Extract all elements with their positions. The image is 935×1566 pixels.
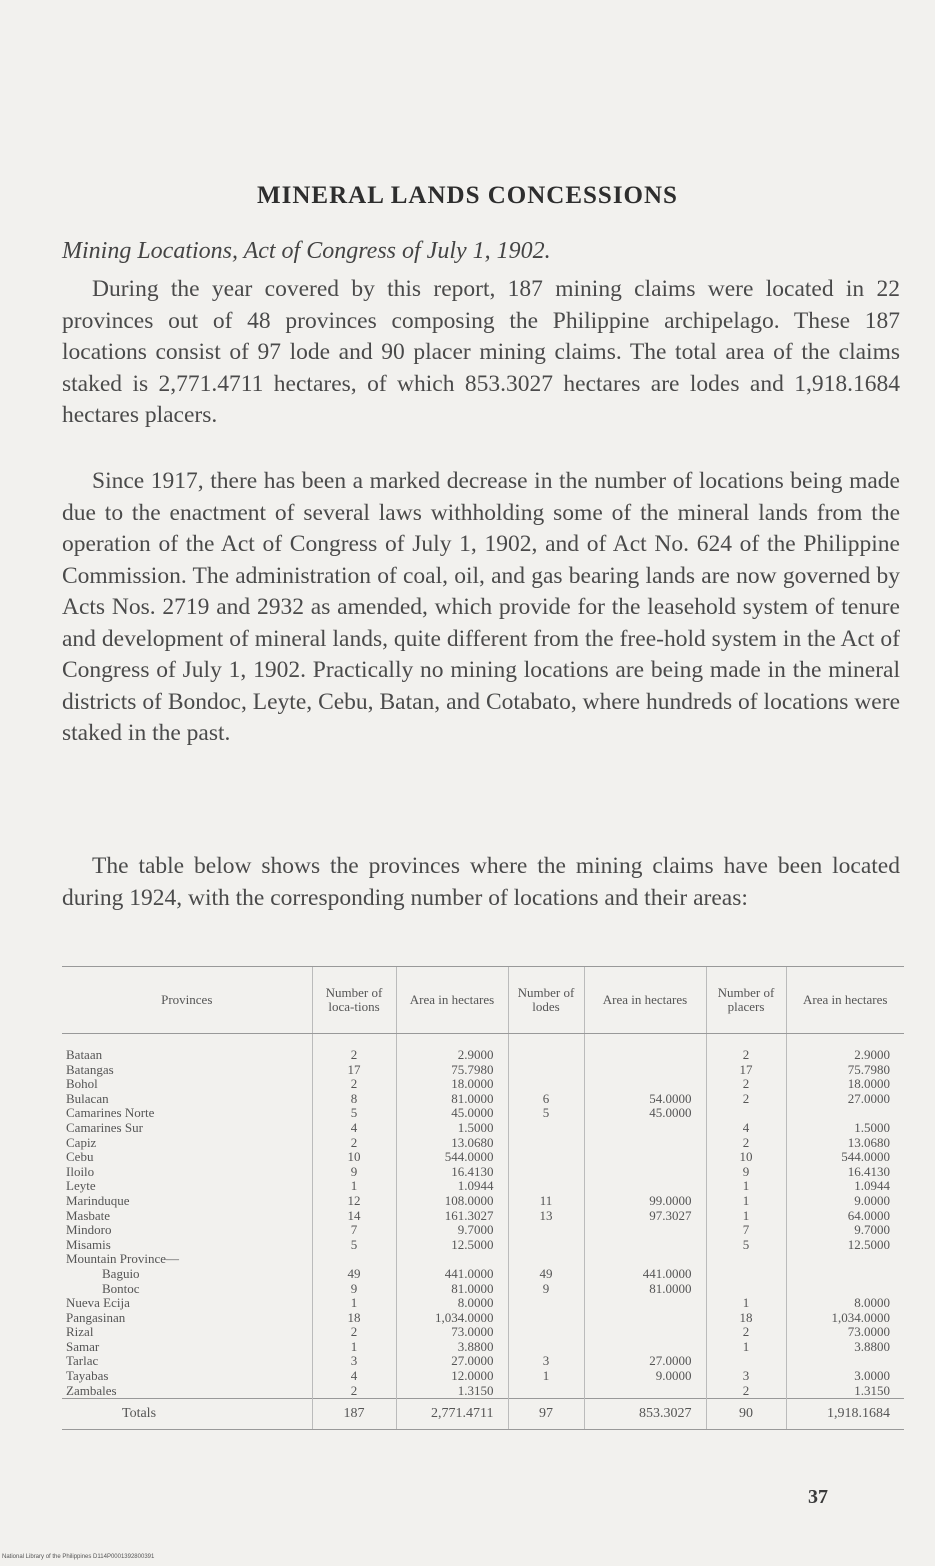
province-name: Zambales bbox=[66, 1383, 117, 1398]
province-name: Mindoro bbox=[66, 1223, 112, 1238]
totals-lode-area: 853.3027 bbox=[584, 1399, 706, 1430]
placers-cell bbox=[706, 1354, 786, 1369]
province-name: Bataan bbox=[66, 1047, 103, 1062]
area-cell: 81.0000 bbox=[396, 1282, 508, 1297]
placers-cell: 2 bbox=[706, 1077, 786, 1092]
placers-cell: 1 bbox=[706, 1340, 786, 1355]
lode-area-cell bbox=[584, 1223, 706, 1238]
locations-cell: 2 bbox=[312, 1384, 396, 1399]
column-header-area: Area in hectares bbox=[396, 967, 508, 1034]
table-row bbox=[62, 1136, 904, 1151]
table-row bbox=[62, 1325, 904, 1340]
province-name: Leyte bbox=[66, 1179, 96, 1194]
locations-cell bbox=[312, 1252, 396, 1267]
table-body bbox=[62, 1034, 904, 1399]
province-name: Tayabas bbox=[66, 1369, 109, 1384]
lodes-cell: 5 bbox=[508, 1106, 584, 1121]
placer-area-cell bbox=[786, 1267, 904, 1282]
placers-cell: 2 bbox=[706, 1136, 786, 1151]
province-name: Iloilo bbox=[66, 1164, 95, 1179]
table-row bbox=[62, 1077, 904, 1092]
lode-area-cell bbox=[584, 1150, 706, 1165]
lodes-cell bbox=[508, 1179, 584, 1194]
table-row bbox=[62, 1179, 904, 1194]
totals-placers: 90 bbox=[706, 1399, 786, 1430]
placers-cell: 9 bbox=[706, 1165, 786, 1180]
province-name: Marinduque bbox=[66, 1193, 130, 1208]
totals-row bbox=[62, 1399, 904, 1430]
province-name: Camarines Sur bbox=[66, 1120, 143, 1135]
placer-area-cell: 1.5000 bbox=[786, 1121, 904, 1136]
area-cell: 3.8800 bbox=[396, 1340, 508, 1355]
column-header-lodes: Number of lodes bbox=[508, 967, 584, 1034]
area-cell: 1.0944 bbox=[396, 1179, 508, 1194]
placer-area-cell: 73.0000 bbox=[786, 1325, 904, 1340]
lode-area-cell bbox=[584, 1296, 706, 1311]
lodes-cell bbox=[508, 1384, 584, 1399]
locations-cell: 1 bbox=[312, 1340, 396, 1355]
placers-cell bbox=[706, 1252, 786, 1267]
locations-cell: 9 bbox=[312, 1282, 396, 1297]
placer-area-cell: 13.0680 bbox=[786, 1136, 904, 1151]
lodes-cell bbox=[508, 1034, 584, 1063]
area-cell: 544.0000 bbox=[396, 1150, 508, 1165]
lode-area-cell bbox=[584, 1384, 706, 1399]
area-cell: 81.0000 bbox=[396, 1092, 508, 1107]
area-cell: 8.0000 bbox=[396, 1296, 508, 1311]
totals-lodes: 97 bbox=[508, 1399, 584, 1430]
table-row bbox=[62, 1209, 904, 1224]
lode-area-cell bbox=[584, 1311, 706, 1326]
table-row bbox=[62, 1267, 904, 1282]
placer-area-cell: 64.0000 bbox=[786, 1209, 904, 1224]
lodes-cell bbox=[508, 1223, 584, 1238]
placer-area-cell bbox=[786, 1252, 904, 1267]
province-name: Misamis bbox=[66, 1237, 111, 1252]
lodes-cell: 1 bbox=[508, 1369, 584, 1384]
lodes-cell bbox=[508, 1311, 584, 1326]
placers-cell: 1 bbox=[706, 1296, 786, 1311]
locations-cell: 5 bbox=[312, 1238, 396, 1253]
lode-area-cell: 27.0000 bbox=[584, 1354, 706, 1369]
province-name: Capiz bbox=[66, 1135, 97, 1150]
province-name: Pangasinan bbox=[66, 1310, 126, 1325]
page-title: MINERAL LANDS CONCESSIONS bbox=[257, 182, 678, 209]
table-row bbox=[62, 1034, 904, 1063]
totals-locations: 187 bbox=[312, 1399, 396, 1430]
locations-cell: 2 bbox=[312, 1136, 396, 1151]
locations-cell: 1 bbox=[312, 1296, 396, 1311]
table-row bbox=[62, 1106, 904, 1121]
placer-area-cell: 3.0000 bbox=[786, 1369, 904, 1384]
mining-claims-table bbox=[62, 966, 904, 1430]
table-row bbox=[62, 1238, 904, 1253]
lode-area-cell bbox=[584, 1121, 706, 1136]
area-cell: 108.0000 bbox=[396, 1194, 508, 1209]
lodes-cell: 11 bbox=[508, 1194, 584, 1209]
placers-cell: 2 bbox=[706, 1034, 786, 1063]
lodes-cell bbox=[508, 1121, 584, 1136]
area-cell: 12.5000 bbox=[396, 1238, 508, 1253]
area-cell: 2.9000 bbox=[396, 1034, 508, 1063]
area-cell: 12.0000 bbox=[396, 1369, 508, 1384]
lode-area-cell: 45.0000 bbox=[584, 1106, 706, 1121]
lodes-cell: 13 bbox=[508, 1209, 584, 1224]
section-subtitle: Mining Locations, Act of Congress of July 1, 1902. bbox=[62, 238, 551, 264]
locations-cell: 10 bbox=[312, 1150, 396, 1165]
paragraph-3-text: The table below shows the provinces where the mining claims have been located during 1924, with the corresponding number of locations and their areas: bbox=[62, 853, 900, 911]
placer-area-cell: 75.7980 bbox=[786, 1063, 904, 1078]
lodes-cell bbox=[508, 1077, 584, 1092]
area-cell bbox=[396, 1252, 508, 1267]
table-row bbox=[62, 1296, 904, 1311]
table-row bbox=[62, 1384, 904, 1399]
lodes-cell bbox=[508, 1063, 584, 1078]
column-header-placers: Number of placers bbox=[706, 967, 786, 1034]
placers-cell bbox=[706, 1106, 786, 1121]
table-row bbox=[62, 1354, 904, 1369]
lode-area-cell bbox=[584, 1136, 706, 1151]
lode-area-cell: 81.0000 bbox=[584, 1282, 706, 1297]
lodes-cell: 6 bbox=[508, 1092, 584, 1107]
placer-area-cell: 544.0000 bbox=[786, 1150, 904, 1165]
lode-area-cell bbox=[584, 1252, 706, 1267]
paragraph-2 bbox=[62, 466, 900, 750]
footer-credit: National Library of the Philippines D114P0001392800391 bbox=[2, 1554, 155, 1560]
placer-area-cell: 9.7000 bbox=[786, 1223, 904, 1238]
lodes-cell bbox=[508, 1136, 584, 1151]
province-name: Masbate bbox=[66, 1208, 111, 1223]
table-row bbox=[62, 1311, 904, 1326]
placers-cell: 1 bbox=[706, 1194, 786, 1209]
area-cell: 45.0000 bbox=[396, 1106, 508, 1121]
placer-area-cell: 1.3150 bbox=[786, 1384, 904, 1399]
province-name: Baguio bbox=[102, 1266, 140, 1281]
locations-cell: 3 bbox=[312, 1354, 396, 1369]
placers-cell: 7 bbox=[706, 1223, 786, 1238]
table-row bbox=[62, 1282, 904, 1297]
area-cell: 73.0000 bbox=[396, 1325, 508, 1340]
locations-cell: 5 bbox=[312, 1106, 396, 1121]
area-cell: 9.7000 bbox=[396, 1223, 508, 1238]
placer-area-cell: 8.0000 bbox=[786, 1296, 904, 1311]
lode-area-cell bbox=[584, 1179, 706, 1194]
locations-cell: 2 bbox=[312, 1034, 396, 1063]
placers-cell: 4 bbox=[706, 1121, 786, 1136]
area-cell: 13.0680 bbox=[396, 1136, 508, 1151]
placer-area-cell bbox=[786, 1106, 904, 1121]
paragraph-1 bbox=[62, 274, 900, 432]
locations-cell: 18 bbox=[312, 1311, 396, 1326]
table-row bbox=[62, 1194, 904, 1209]
area-cell: 161.3027 bbox=[396, 1209, 508, 1224]
placers-cell: 1 bbox=[706, 1179, 786, 1194]
province-name: Tarlac bbox=[66, 1354, 99, 1369]
locations-cell: 4 bbox=[312, 1369, 396, 1384]
locations-cell: 7 bbox=[312, 1223, 396, 1238]
table-row bbox=[62, 1092, 904, 1107]
placer-area-cell: 2.9000 bbox=[786, 1034, 904, 1063]
province-name: Batangas bbox=[66, 1062, 114, 1077]
lode-area-cell bbox=[584, 1325, 706, 1340]
column-header-lode-area: Area in hectares bbox=[584, 967, 706, 1034]
page-number: 37 bbox=[808, 1486, 828, 1508]
area-cell: 16.4130 bbox=[396, 1165, 508, 1180]
placers-cell bbox=[706, 1282, 786, 1297]
area-cell: 27.0000 bbox=[396, 1354, 508, 1369]
province-name: Camarines Norte bbox=[66, 1106, 155, 1121]
table-row bbox=[62, 1121, 904, 1136]
placers-cell: 3 bbox=[706, 1369, 786, 1384]
table-row bbox=[62, 1165, 904, 1180]
lode-area-cell bbox=[584, 1063, 706, 1078]
lode-area-cell bbox=[584, 1165, 706, 1180]
area-cell: 18.0000 bbox=[396, 1077, 508, 1092]
lode-area-cell: 99.0000 bbox=[584, 1194, 706, 1209]
lodes-cell bbox=[508, 1340, 584, 1355]
lode-area-cell: 441.0000 bbox=[584, 1267, 706, 1282]
locations-cell: 9 bbox=[312, 1165, 396, 1180]
table-group-row bbox=[62, 1252, 904, 1267]
table-header-row bbox=[62, 967, 904, 1034]
lode-area-cell bbox=[584, 1034, 706, 1063]
lodes-cell: 49 bbox=[508, 1267, 584, 1282]
placer-area-cell: 27.0000 bbox=[786, 1092, 904, 1107]
lodes-cell bbox=[508, 1325, 584, 1340]
locations-cell: 17 bbox=[312, 1063, 396, 1078]
lodes-cell bbox=[508, 1238, 584, 1253]
column-header-provinces: Provinces bbox=[62, 967, 312, 1034]
placer-area-cell: 1.0944 bbox=[786, 1179, 904, 1194]
table-row bbox=[62, 1150, 904, 1165]
locations-cell: 4 bbox=[312, 1121, 396, 1136]
lodes-cell bbox=[508, 1296, 584, 1311]
area-cell: 75.7980 bbox=[396, 1063, 508, 1078]
column-header-placer-area: Area in hectares bbox=[786, 967, 904, 1034]
lodes-cell bbox=[508, 1165, 584, 1180]
lode-area-cell: 97.3027 bbox=[584, 1209, 706, 1224]
placers-cell: 5 bbox=[706, 1238, 786, 1253]
lodes-cell: 3 bbox=[508, 1354, 584, 1369]
paragraph-1-text: During the year covered by this report, 187 mining claims were located in 22 provinces out of 48 provinces composing the Philippine archipelago. These 187 locations consist of 97 lode and 90 placer mining claims. The total area of the claims staked is 2,771.4711 hectares, of which 853.3027 hectares are lodes and 1,918.1684 hectares placers. bbox=[62, 276, 900, 428]
table-row bbox=[62, 1340, 904, 1355]
paragraph-2-text: Since 1917, there has been a marked decrease in the number of locations being made due to the enactment of several laws withholding some of the mineral lands from the operation of the Act of Congress of July 1, 1902, and of Act No. 624 of the Philippine Commission. The administration of coal, oil, and gas bearing lands are now governed by Acts Nos. 2719 and 2932 as amended, which provide for the leasehold system of tenure and development of mineral lands, quite different from the free-hold system in the Act of Congress of July 1, 1902. Practically no mining locations are being made in the mineral districts of Bondoc, Leyte, Cebu, Batan, and Cotabato, where hundreds of locations were staked in the past. bbox=[62, 468, 900, 746]
table-row bbox=[62, 1369, 904, 1384]
area-cell: 1.3150 bbox=[396, 1384, 508, 1399]
placer-area-cell: 16.4130 bbox=[786, 1165, 904, 1180]
locations-cell: 8 bbox=[312, 1092, 396, 1107]
placer-area-cell: 3.8800 bbox=[786, 1340, 904, 1355]
placer-area-cell: 18.0000 bbox=[786, 1077, 904, 1092]
locations-cell: 2 bbox=[312, 1077, 396, 1092]
placer-area-cell bbox=[786, 1282, 904, 1297]
province-name: Bulacan bbox=[66, 1091, 109, 1106]
placers-cell: 2 bbox=[706, 1384, 786, 1399]
placers-cell bbox=[706, 1267, 786, 1282]
totals-label: Totals bbox=[62, 1399, 312, 1430]
column-header-locations: Number of loca-tions bbox=[312, 967, 396, 1034]
placers-cell: 2 bbox=[706, 1325, 786, 1340]
placer-area-cell: 9.0000 bbox=[786, 1194, 904, 1209]
lodes-cell bbox=[508, 1252, 584, 1267]
province-name: Cebu bbox=[66, 1150, 94, 1165]
table-row bbox=[62, 1063, 904, 1078]
lode-area-cell: 9.0000 bbox=[584, 1369, 706, 1384]
province-name: Bohol bbox=[66, 1077, 98, 1092]
table-row bbox=[62, 1223, 904, 1238]
area-cell: 441.0000 bbox=[396, 1267, 508, 1282]
locations-cell: 14 bbox=[312, 1209, 396, 1224]
placers-cell: 1 bbox=[706, 1209, 786, 1224]
area-cell: 1.5000 bbox=[396, 1121, 508, 1136]
lode-area-cell bbox=[584, 1340, 706, 1355]
totals-placer-area: 1,918.1684 bbox=[786, 1399, 904, 1430]
locations-cell: 2 bbox=[312, 1325, 396, 1340]
lodes-cell: 9 bbox=[508, 1282, 584, 1297]
placers-cell: 2 bbox=[706, 1092, 786, 1107]
placer-area-cell bbox=[786, 1354, 904, 1369]
paragraph-3 bbox=[62, 851, 900, 914]
area-cell: 1,034.0000 bbox=[396, 1311, 508, 1326]
placers-cell: 18 bbox=[706, 1311, 786, 1326]
placer-area-cell: 12.5000 bbox=[786, 1238, 904, 1253]
totals-area: 2,771.4711 bbox=[396, 1399, 508, 1430]
locations-cell: 49 bbox=[312, 1267, 396, 1282]
province-name: Rizal bbox=[66, 1325, 94, 1340]
lode-area-cell bbox=[584, 1077, 706, 1092]
lodes-cell bbox=[508, 1150, 584, 1165]
lode-area-cell bbox=[584, 1238, 706, 1253]
placers-cell: 17 bbox=[706, 1063, 786, 1078]
province-name: Bontoc bbox=[102, 1281, 140, 1296]
placer-area-cell: 1,034.0000 bbox=[786, 1311, 904, 1326]
locations-cell: 12 bbox=[312, 1194, 396, 1209]
province-name: Samar bbox=[66, 1339, 100, 1354]
placers-cell: 10 bbox=[706, 1150, 786, 1165]
province-name: Nueva Ecija bbox=[66, 1296, 130, 1311]
lode-area-cell: 54.0000 bbox=[584, 1092, 706, 1107]
locations-cell: 1 bbox=[312, 1179, 396, 1194]
province-name: Mountain Province— bbox=[66, 1252, 180, 1267]
